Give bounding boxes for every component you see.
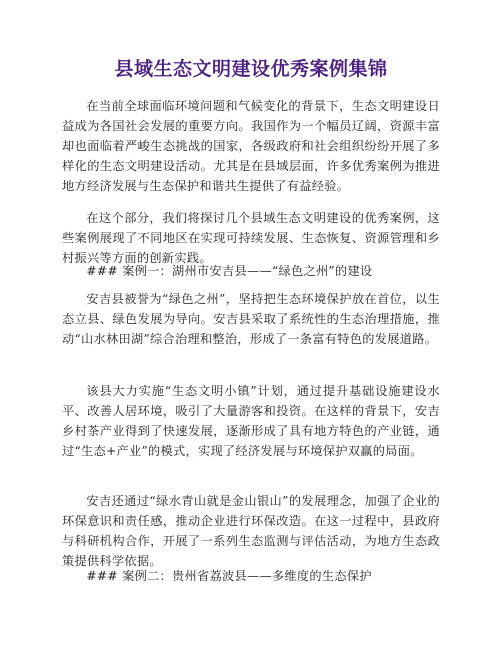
intro-paragraph: 在当前全球面临环境问题和气候变化的背景下，生态文明建设日益成为各国社会发展的重要方向。我国作为一个幅员辽阔，资源丰富却也面临着严峻生态挑战的国家，各级政府和社会组织纷纷开展了多样化的生态文明建设活动。尤其是在县域层面，许多优秀案例为推进地方经济发展与生态保护和谐共生提供了有益经验。	[62, 99, 440, 193]
case-one-heading: ### 案例一：湖州市安吉县——“绿色之州”的建设	[86, 264, 373, 278]
case-one-paragraph-1: 安吉县被誉为“绿色之州”，坚持把生态环境保护放在首位，以生态立县、绿色发展为导向。安吉县采取了系统性的生态治理措施，推动“山水林田湖”综合治理和整治，形成了一条富有特色的发展道路。	[62, 292, 440, 346]
case-two-heading: ### 案例二：贵州省荔波县——多维度的生态保护	[86, 569, 372, 583]
document-title: 县域生态文明建设优秀案例集锦	[114, 58, 388, 80]
case-one-paragraph-3: 安吉还通过“绿水青山就是金山银山”的发展理念，加强了企业的环保意识和责任感，推动企业进行环保改造。在这一过程中，县政府与科研机构合作，开展了一系列生态监测与评估活动，为地方生态政策提供科学依据。	[62, 494, 440, 568]
overview-paragraph: 在这个部分，我们将探讨几个县域生态文明建设的优秀案例，这些案例展现了不同地区在实现可持续发展、生态恢复、资源管理和乡村振兴等方面的创新实践。	[62, 211, 440, 265]
case-one-paragraph-2: 该县大力实施“生态文明小镇”计划，通过提升基础设施建设水平、改善人居环境，吸引了大量游客和投资。在这样的背景下，安吉乡村茶产业得到了快速发展，逐渐形成了具有地方特色的产业链，通过“生态+产业”的模式，实现了经济发展与环境保护双赢的局面。	[62, 384, 440, 458]
